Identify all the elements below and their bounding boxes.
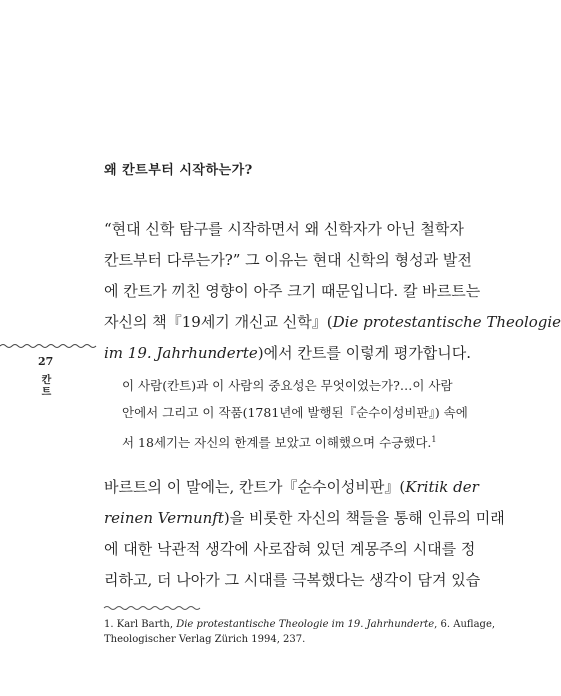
paragraph-line [104, 503, 505, 534]
paragraph-text: 바르트의 이 말에는, 칸트가『순수이성비판』( [104, 478, 406, 496]
paragraph-text: 자신의 책『19세기 개신교 신학』( [104, 313, 333, 331]
section-heading: 왜 칸트부터 시작하는가? [104, 163, 253, 178]
book-title-italic: Die protestantische Theologie [332, 313, 561, 331]
paragraph-line: 칸트부터 다루는가?” 그 이유는 현대 신학의 형성과 발전 [104, 251, 472, 269]
book-title-italic: Die protestantische Theologie im 19. Jahrhunderte [176, 619, 435, 630]
quote-line: 이 사람(칸트)과 이 사람의 중요성은 무엇이었는가?…이 사람 [122, 378, 453, 393]
quote-text: 서 18세기는 자신의 한계를 보았고 이해했으며 수긍했다. [122, 435, 432, 451]
running-title: 칸트 [39, 374, 50, 398]
paragraph-line [104, 338, 472, 369]
footnote-line: Theologischer Verlag Zürich 1994, 237. [104, 634, 306, 645]
footnote-line [104, 617, 496, 632]
footnote-text: , 6. Auflage, [434, 619, 496, 630]
footnote-marker: 1 [431, 435, 437, 444]
page-number: 27 [38, 355, 54, 368]
body-paragraph-2 [104, 472, 505, 596]
paragraph-text: )에서 칸트를 이렇게 평가합니다. [257, 344, 472, 362]
block-quote [122, 372, 468, 456]
book-title-italic: reinen Vernunft [104, 509, 224, 527]
body-paragraph-1 [104, 214, 561, 369]
margin-wave-divider [0, 342, 96, 350]
paragraph-text: )을 비롯한 자신의 책들을 통해 인류의 미래 [223, 509, 505, 527]
paragraph-line [104, 307, 561, 338]
paragraph-line: 에 칸트가 끼친 영향이 아주 크기 때문입니다. 칼 바르트는 [104, 282, 481, 300]
paragraph-line: 리하고, 더 나아가 그 시대를 극복했다는 생각이 담겨 있습 [104, 571, 481, 589]
paragraph-line [104, 472, 479, 503]
quote-line [122, 426, 456, 456]
book-title-italic: Kritik der [405, 478, 479, 496]
book-title-italic: im 19. Jahrhunderte [104, 344, 258, 362]
footnote [104, 617, 496, 647]
footnote-wave-divider [104, 604, 200, 612]
paragraph-line: 에 대한 낙관적 생각에 사로잡혀 있던 계몽주의 시대를 정 [104, 540, 476, 558]
footnote-text: 1. Karl Barth, [104, 619, 177, 630]
paragraph-line: “현대 신학 탐구를 시작하면서 왜 신학자가 아닌 철학자 [104, 220, 464, 238]
quote-line: 안에서 그리고 이 작품(1781년에 발행된『순수이성비판』) 속에 [122, 405, 468, 420]
